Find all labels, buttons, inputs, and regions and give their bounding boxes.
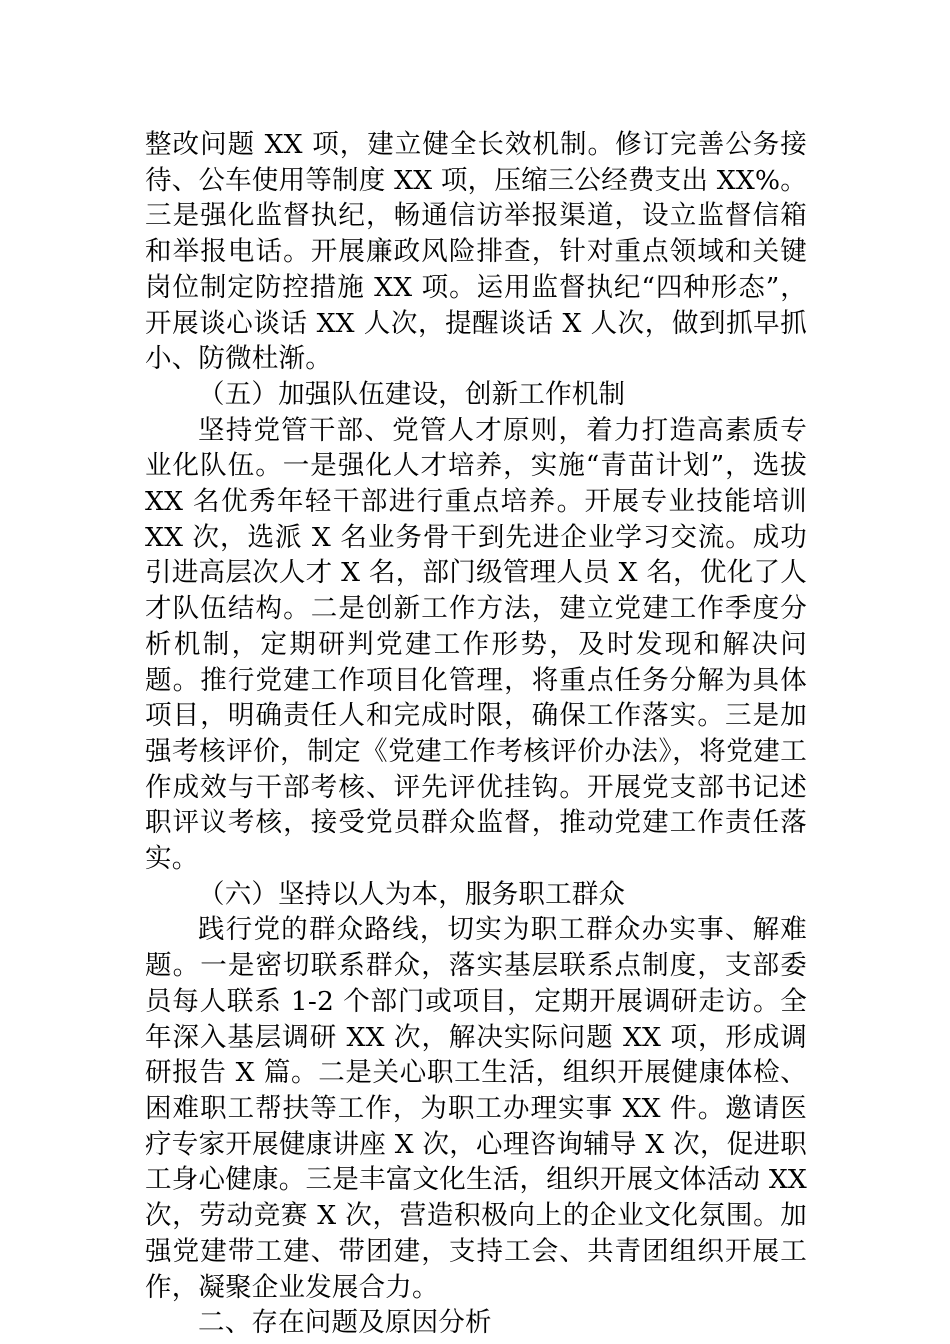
section-heading-problems: 二、存在问题及原因分析 <box>198 1307 492 1339</box>
paragraph-continuation: 整改问题 XX 项，建立健全长效机制。修订完善公务接待、公车使用等制度 XX 项，压缩三公经费支出 XX%。三是强化监督执纪，畅通信访举报渠道，设立监督信箱和举报电话。开展廉政风险排查，针对重点领域和关键岗位制定防控措施 XX 项。运用监督执纪“四种形态”，开展谈心谈话 XX 人次，提醒谈话 X 人次，做到抓早抓小、防微杜渐。 <box>145 129 807 375</box>
subheading-serve-employees: （六）坚持以人为本，服务职工群众 <box>198 878 626 910</box>
paragraph-serve-employees: 践行党的群众路线，切实为职工群众办实事、解难题。一是密切联系群众，落实基层联系点制度，支部委员每人联系 1-2 个部门或项目，定期开展调研走访。全年深入基层调研 XX 次，解决实际问题 XX 项，形成调研报告 X 篇。二是关心职工生活，组织开展健康体检、困难职工帮扶等工作，为职工办理实事 XX 件。邀请医疗专家开展健康讲座 X 次，心理咨询辅导 X 次，促进职工身心健康。三是丰富文化生活，组织开展文体活动 XX 次，劳动竞赛 X 次，营造积极向上的企业文化氛围。加强党建带工建、带团建，支持工会、共青团组织开展工作，凝聚企业发展合力。 <box>145 914 807 1303</box>
document-body <box>145 127 807 1341</box>
subheading-team-building: （五）加强队伍建设，创新工作机制 <box>198 378 626 410</box>
paragraph-team-building: 坚持党管干部、党管人才原则，着力打造高素质专业化队伍。一是强化人才培养，实施“青苗计划”，选拔 XX 名优秀年轻干部进行重点培养。开展专业技能培训 XX 次，选派 X 名业务骨干到先进企业学习交流。成功引进高层次人才 X 名，部门级管理人员 X 名，优化了人才队伍结构。二是创新工作方法，建立党建工作季度分析机制，定期研判党建工作形势，及时发现和解决问题。推行党建工作项目化管理，将重点任务分解为具体项目，明确责任人和完成时限，确保工作落实。三是加强考核评价，制定《党建工作考核评价办法》，将党建工作成效与干部考核、评先评优挂钩。开展党支部书记述职评议考核，接受党员群众监督，推动党建工作责任落实。 <box>145 414 807 875</box>
